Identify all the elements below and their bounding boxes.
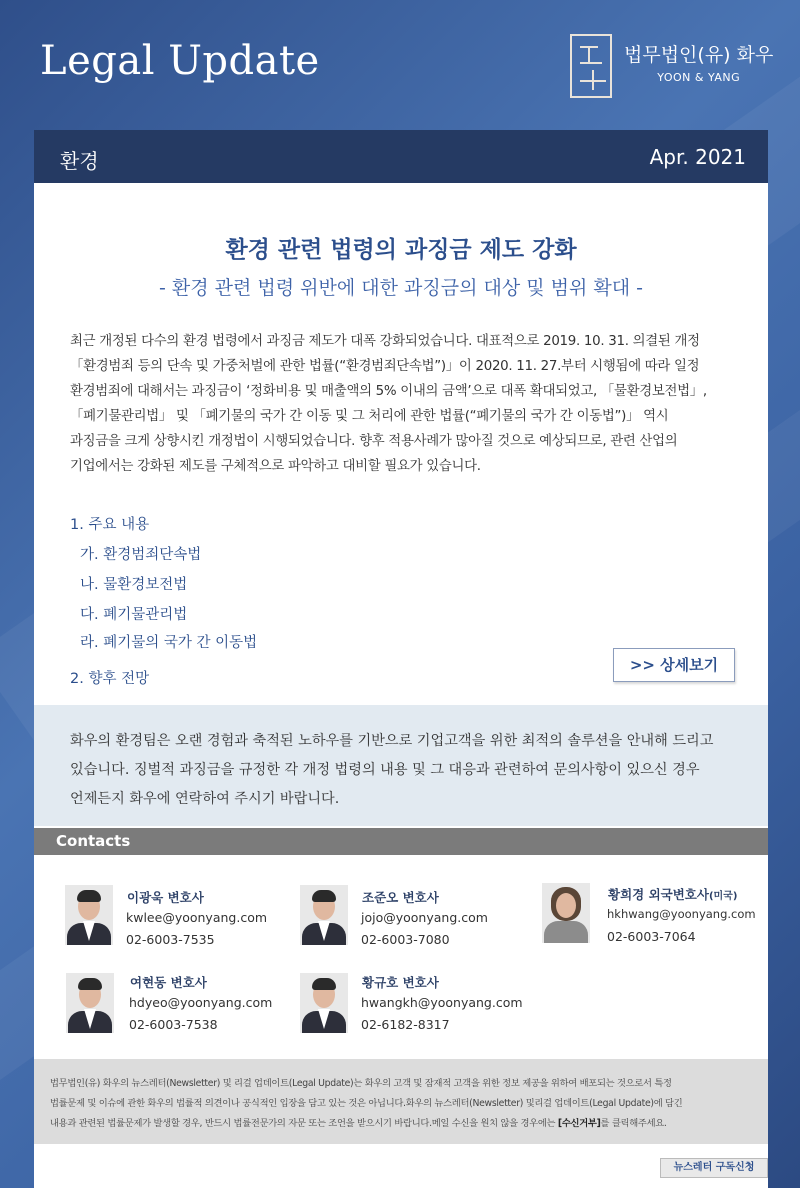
disclaimer-line: 법률문제 및 이슈에 관한 화우의 법률적 의견이나 공식적인 입장을 담고 있는 것은 아닙니다.화우의 뉴스레터(Newsletter) 및리걸 업데이트(Legal Update)에 담긴 <box>50 1098 683 1109</box>
contact-phone: 02-6003-7535 <box>126 932 215 947</box>
contact-email[interactable]: hwangkh@yoonyang.com <box>361 995 523 1010</box>
contact-name: 이광욱 변호사 <box>127 890 204 905</box>
disclaimer-line: 내용과 관련된 법률문제가 발생할 경우, 반드시 법률전문가의 자문 또는 조언을 받으시기 바랍니다.메일 수신을 원치 않을 경우에는 [수신거부]를 클릭해주세요. <box>50 1118 667 1129</box>
article-body <box>70 329 732 479</box>
contact-phone: 02-6003-7080 <box>361 932 450 947</box>
contact-photo <box>300 973 348 1033</box>
category-label: 환경 <box>60 149 99 173</box>
contacts-title: Contacts <box>56 832 131 850</box>
contact-phone: 02-6182-8317 <box>361 1017 450 1032</box>
contact-email[interactable]: kwlee@yoonyang.com <box>126 910 268 925</box>
contact-phone: 02-6003-7064 <box>607 929 696 944</box>
body-line: 최근 개정된 다수의 환경 법령에서 과징금 제도가 대폭 강화되었습니다. 대표적으로 2019. 10. 31. 의결된 개정 <box>70 334 700 349</box>
contact-name: 황희경 외국변호사(미국) <box>608 887 738 902</box>
notice-line: 있습니다. 징벌적 과징금을 규정한 각 개정 법령의 내용 및 그 대응과 관련하여 문의사항이 있으신 경우 <box>70 762 700 778</box>
newsletter-title: Legal Update <box>40 38 320 84</box>
toc-section-outlook[interactable]: 2. 향후 전망 <box>70 671 150 687</box>
contact-phone: 02-6003-7538 <box>129 1017 218 1032</box>
body-line: 「폐기물관리법」 및 「폐기물의 국가 간 이동 및 그 처리에 관한 법률(“폐기물의 국가 간 이동법”)」 역시 <box>70 409 669 424</box>
contact-name: 여현동 변호사 <box>130 975 207 990</box>
body-line: 과징금을 크게 상향시킨 개정법이 시행되었습니다. 향후 적용사례가 많아질 것으로 예상되므로, 관련 산업의 <box>70 434 678 449</box>
toc-item-water-env-act[interactable]: 나. 물환경보전법 <box>80 577 188 593</box>
contacts-header <box>34 828 768 855</box>
contact-photo <box>300 885 348 945</box>
firm-name: 법무법인(유) 화우 <box>624 44 774 66</box>
body-line: 기업에서는 강화된 제도를 구체적으로 파악하고 대비할 필요가 있습니다. <box>70 459 481 474</box>
notice-line: 언제든지 화우에 연락하여 주시기 바랍니다. <box>70 791 340 807</box>
footer-address: 06164 서울시 강남구 영동대로 517 아셈타워 19층 <box>42 1165 261 1176</box>
disclaimer-line: 법무법인(유) 화우의 뉴스레터(Newsletter) 및 리걸 업데이트(Legal Update)는 화우의 고객 및 잠재적 고객을 위한 정보 제공을 위하여 배포되는 것으로서 특정 <box>50 1078 672 1089</box>
body-line: 「환경범죄 등의 단속 및 가중처벌에 관한 법률(“환경범죄단속법”)」이 2020. 11. 27.부터 시행됨에 따라 일정 <box>70 359 700 374</box>
category-bar <box>34 130 768 183</box>
notice-line: 화우의 환경팀은 오랜 경험과 축적된 노하우를 기반으로 기업고객을 위한 최적의 솔루션을 안내해 드리고 <box>70 733 714 749</box>
disclaimer-text <box>50 1074 750 1134</box>
toc-item-waste-transboundary-act[interactable]: 라. 폐기물의 국가 간 이동법 <box>80 635 258 651</box>
footer <box>0 1158 800 1188</box>
notice-text <box>70 727 740 814</box>
toc-item-waste-mgmt-act[interactable]: 다. 폐기물관리법 <box>80 607 188 623</box>
content-panel <box>34 183 768 1188</box>
contact-email[interactable]: hkhwang@yoonyang.com <box>607 907 756 921</box>
contact-photo <box>66 973 114 1033</box>
footer-contact: T: 02-6003-7000 E : hwawoonews@hwawoo.com <box>374 1161 610 1172</box>
firm-logo-text <box>624 40 773 84</box>
contact-photo <box>65 885 113 945</box>
notice-box <box>34 705 768 826</box>
article-title: 환경 관련 법령의 과징금 제도 강화 <box>225 237 577 263</box>
contact-email[interactable]: jojo@yoonyang.com <box>361 910 488 925</box>
toc-section-main-content[interactable]: 1. 주요 내용 <box>70 517 150 533</box>
firm-logo-icon <box>570 34 612 98</box>
unsubscribe-link[interactable]: [수신거부] <box>557 1118 601 1129</box>
subscribe-button[interactable]: 뉴스레터 구독신청 <box>660 1158 768 1178</box>
article-subtitle: - 환경 관련 법령 위반에 대한 과징금의 대상 및 범위 확대 - <box>159 277 643 299</box>
issue-date: Apr. 2021 <box>649 145 746 169</box>
toc-item-env-crime-act[interactable]: 가. 환경범죄단속법 <box>80 547 202 563</box>
body-line: 환경범죄에 대해서는 과징금이 ‘정화비용 및 매출액의 5% 이내의 금액’으로 대폭 확대되었고, 「물환경보전법」, <box>70 384 707 399</box>
contact-name: 황규호 변호사 <box>362 975 439 990</box>
contact-name: 조준오 변호사 <box>362 890 439 905</box>
disclaimer-box <box>34 1059 768 1144</box>
firm-name-en: YOON & YANG <box>657 71 741 84</box>
view-details-button[interactable]: >> 상세보기 <box>613 648 735 682</box>
contact-photo <box>542 883 590 943</box>
contact-email[interactable]: hdyeo@yoonyang.com <box>129 995 273 1010</box>
